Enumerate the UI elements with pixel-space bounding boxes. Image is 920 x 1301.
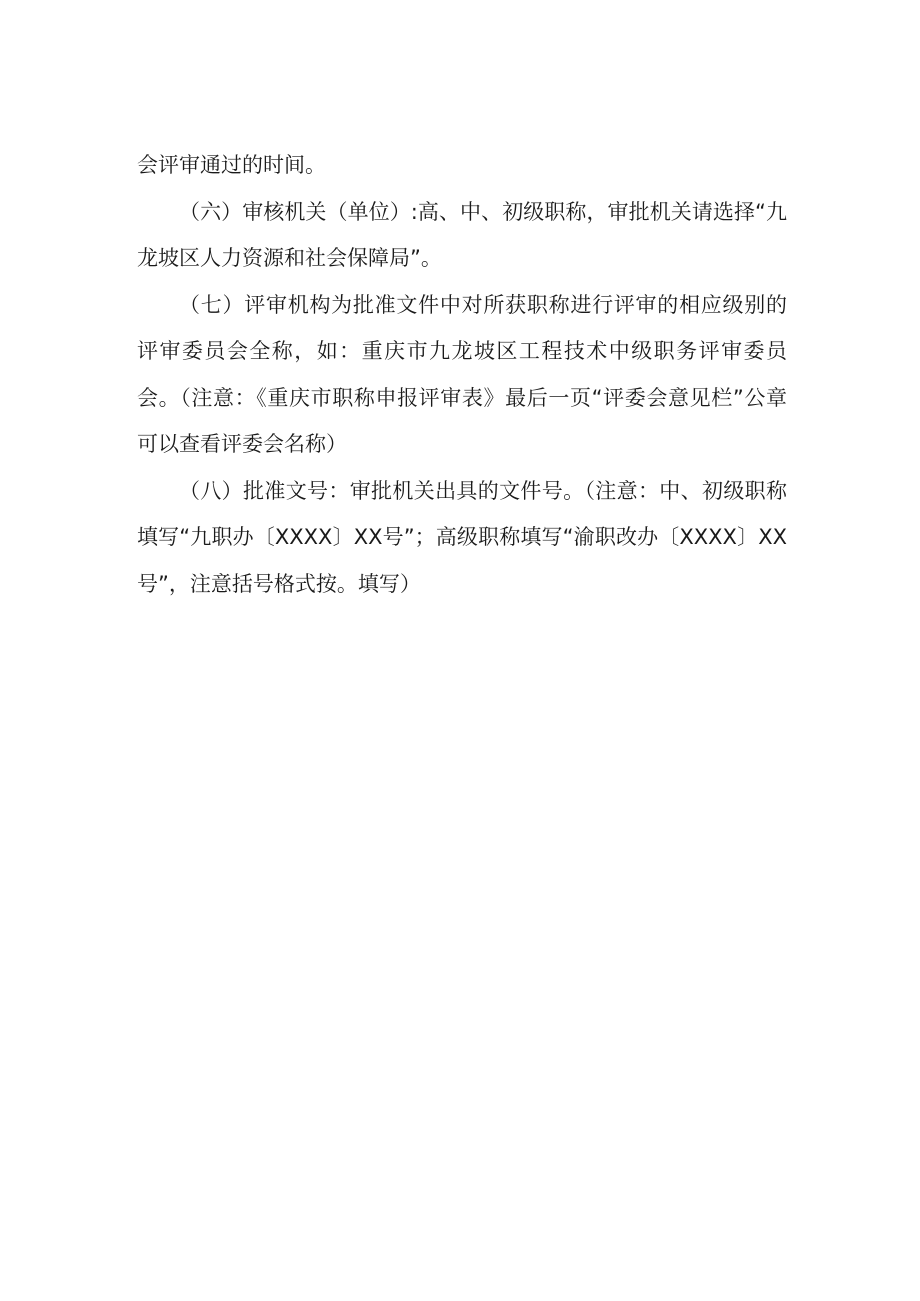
paragraph-item-6: （六）审核机关（单位）:高、中、初级职称，审批机关请选择“九龙坡区人力资源和社会保障局”。 xyxy=(137,199,787,270)
paragraph-item-8: （八）批准文号：审批机关出具的文件号。（注意：中、初级职称填写“九职办〔XXXX〕XX号”；高级职称填写“渝职改办〔XXXX〕XX号”，注意括号格式按。填写） xyxy=(137,478,787,596)
document-page xyxy=(137,142,787,607)
paragraph-item-7: （七）评审机构为批准文件中对所获职称进行评审的相应级别的评审委员会全称，如：重庆市九龙坡区工程技术中级职务评审委员会。（注意：《重庆市职称申报评审表》最后一页“评委会意见栏”公章可以查看评委会名称） xyxy=(137,292,787,456)
paragraph-continuation: 会评审通过的时间。 xyxy=(137,153,326,177)
